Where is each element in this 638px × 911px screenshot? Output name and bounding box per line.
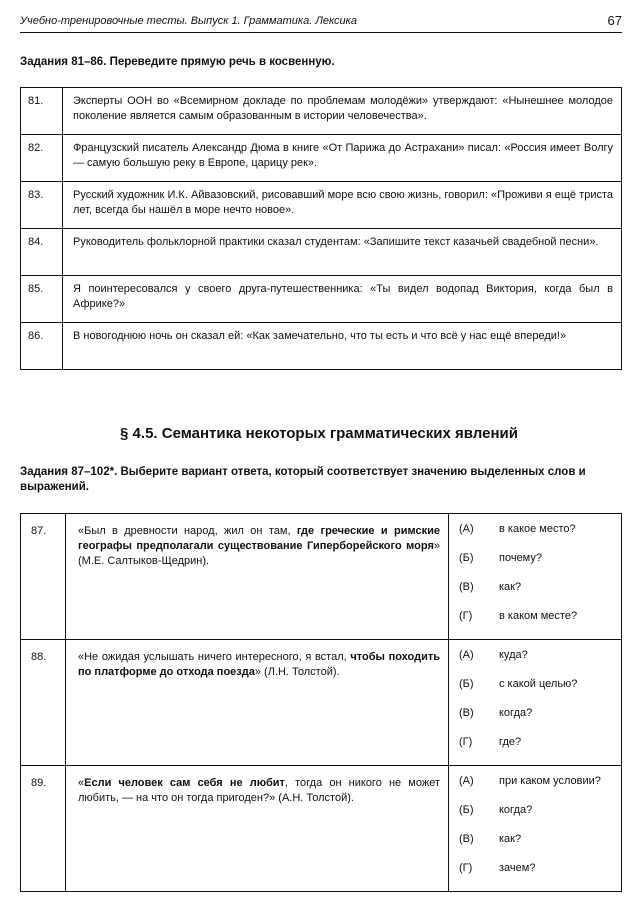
answer-option[interactable] (459, 861, 615, 890)
option-label: (В) (459, 707, 474, 719)
answer-option[interactable] (459, 706, 615, 735)
running-header (20, 12, 622, 33)
quote-end: » (М.Е. Салтыков-Щедрин). (78, 540, 440, 567)
answer-option[interactable] (459, 580, 615, 609)
task-number: 81. (21, 88, 63, 135)
highlighted-phrase: чтобы походить по платформе до отхода поезда (78, 651, 440, 678)
task-number: 88. (21, 640, 66, 766)
answer-options (449, 640, 622, 766)
task-table-87-89 (20, 513, 622, 892)
task-number: 87. (21, 514, 66, 640)
task-text: Я поинтересовался у своего друга-путешественника: «Ты видел водопад Виктория, когда был в Африке?» (63, 276, 622, 323)
option-text: почему? (499, 552, 542, 564)
option-text: когда? (499, 804, 533, 816)
option-text: как? (499, 581, 522, 593)
answer-option[interactable] (459, 735, 615, 764)
table-row (21, 514, 622, 640)
option-text: куда? (499, 649, 528, 661)
table-row (21, 135, 622, 182)
option-label: (Б) (459, 804, 474, 816)
task-number: 89. (21, 766, 66, 892)
task-number: 86. (21, 323, 63, 370)
answer-option[interactable] (459, 774, 615, 803)
section-title: § 4.5. Семантика некоторых грамматических явлений (120, 425, 518, 442)
option-label: (Б) (459, 552, 474, 564)
task-group-2-heading: Задания 87–102*. Выберите вариант ответа, который соответствует значению выделенных слов и выражений. (20, 466, 586, 493)
option-text: зачем? (499, 862, 536, 874)
task-text: Русский художник И.К. Айвазовский, рисовавший море всю свою жизнь, говорил: «Проживи я ещё триста лет, всегда бы нашёл в море нечто новое». (63, 182, 622, 229)
table-row (21, 229, 622, 276)
quote-end: » (Л.Н. Толстой). (254, 666, 340, 678)
task-number: 84. (21, 229, 63, 276)
table-row (21, 276, 622, 323)
answer-option[interactable] (459, 803, 615, 832)
task-text: Руководитель фольклорной практики сказал студентам: «Запишите текст казачьей свадебной песни». (63, 229, 622, 276)
highlighted-phrase: Если человек сам себя не любит (84, 777, 285, 789)
page-number: 67 (607, 13, 622, 28)
option-label: (В) (459, 833, 474, 845)
answer-option[interactable] (459, 551, 615, 580)
task-text (66, 640, 449, 766)
task-text (66, 766, 449, 892)
answer-option[interactable] (459, 832, 615, 861)
task-text (66, 514, 449, 640)
option-text: в каком месте? (499, 610, 578, 622)
answer-option[interactable] (459, 522, 615, 551)
option-text: с какой целью? (499, 678, 578, 690)
quote-start: « (78, 777, 85, 789)
option-label: (В) (459, 581, 474, 593)
answer-option[interactable] (459, 648, 615, 677)
option-label: (А) (459, 523, 474, 535)
option-text: в какое место? (499, 523, 576, 535)
table-row (21, 88, 622, 135)
highlighted-phrase: где греческие и римские географы предполагали существование Гиперборейского моря (78, 525, 440, 552)
option-text: когда? (499, 707, 533, 719)
task-group-1-heading: Задания 81–86. Переведите прямую речь в косвенную. (20, 56, 335, 68)
option-label: (Г) (459, 610, 473, 622)
table-row (21, 323, 622, 370)
task-text: В новогоднюю ночь он сказал ей: «Как замечательно, что ты есть и что всё у нас ещё впереди!» (63, 323, 622, 370)
option-label: (Б) (459, 678, 474, 690)
task-text: Французский писатель Александр Дюма в книге «От Парижа до Астрахани» писал: «Россия имеет Волгу — самую большую реку в Европе, царицу рек». (63, 135, 622, 182)
option-text: где? (499, 736, 522, 748)
quote-end: , тогда он никого не может любить, — на что он тогда пригоден?» (А.Н. Толстой). (78, 777, 440, 804)
table-row (21, 182, 622, 229)
task-number: 85. (21, 276, 63, 323)
task-number: 82. (21, 135, 63, 182)
answer-options (449, 766, 622, 892)
answer-option[interactable] (459, 609, 615, 638)
option-label: (Г) (459, 736, 473, 748)
quote-start: «Был в древности народ, жил он там, (78, 525, 297, 537)
option-label: (А) (459, 649, 474, 661)
option-label: (Г) (459, 862, 473, 874)
quote-start: «Не ожидая услышать ничего интересного, я встал, (78, 651, 351, 663)
task-number: 83. (21, 182, 63, 229)
answer-options (449, 514, 622, 640)
table-row (21, 640, 622, 766)
option-label: (А) (459, 775, 474, 787)
running-title: Учебно-тренировочные тесты. Выпуск 1. Грамматика. Лексика (20, 15, 357, 27)
answer-option[interactable] (459, 677, 615, 706)
option-text: при каком условии? (499, 775, 601, 787)
table-row (21, 766, 622, 892)
task-table-81-86 (20, 87, 622, 370)
option-text: как? (499, 833, 522, 845)
task-text: Эксперты ООН во «Всемирном докладе по проблемам молодёжи» утверждают: «Нынешнее молодое поколение является самым образованным в истории человечества». (63, 88, 622, 135)
